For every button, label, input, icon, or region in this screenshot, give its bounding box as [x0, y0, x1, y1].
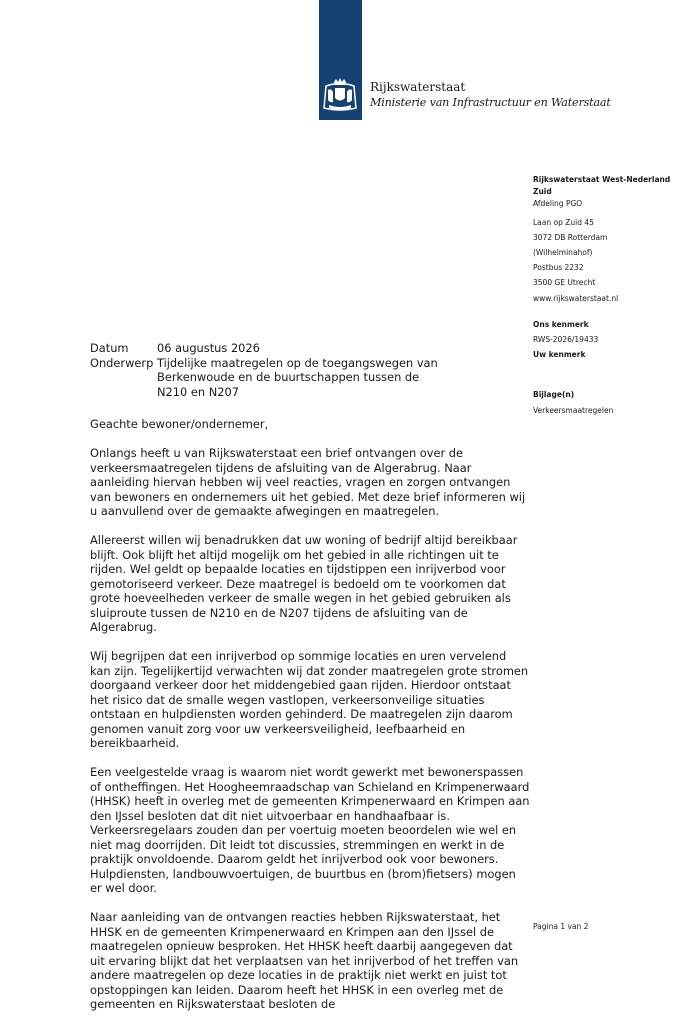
ministry-name: Ministerie van Infrastructuur en Waterstaat — [370, 96, 611, 109]
address-line: 3072 DB Rotterdam — [533, 232, 608, 242]
address-line: Laan op Zuid 45 — [533, 217, 594, 227]
organisation-block — [370, 80, 611, 110]
address-line: 3500 GE Utrecht — [533, 278, 596, 288]
ons-kenmerk: RWS-2026/19433 — [533, 335, 599, 345]
uw-kenmerk-label: Uw kenmerk — [533, 350, 586, 360]
datum-label: Datum — [90, 341, 129, 355]
onderwerp-label: Onderwerp — [90, 355, 154, 370]
page-number: Pagina 1 van 2 — [533, 922, 589, 931]
org-name: Rijkswaterstaat — [370, 80, 466, 94]
bijlagen-label: Bijlage(n) — [533, 390, 575, 400]
afdeling: Afdeling PGO — [533, 199, 583, 209]
paragraph: Wij begrijpen dat een inrijverbod op sommige locaties en uren vervelend kan zijn. Tegelijkertijd verwachten wij dat zonder maatregelen grote stromen doorgaand verkeer door het middengebied gaan rijden. Hierdoor ontstaat het risico dat de smalle wegen vastlopen, verkeersonveilige situaties ontstaan en hulpdiensten worden gehinderd. De maatregelen zijn daarom genomen vanuit zorg voor uw verkeersveiligheid, leefbaarheid en bereikbaarheid. — [90, 649, 529, 750]
dept-title: Rijkswaterstaat West-Nederland Zuid — [533, 175, 671, 197]
paragraph: Allereerst willen wij benadrukken dat uw woning of bedrijf altijd bereikbaar blijft. Ook blijft het altijd mogelijk om het gebied in alle richtingen uit te rijden. Wel geldt op bepaalde locaties en tijdstippen een inrijverbod voor gemotoriseerd verkeer. Deze maatregel is bedoeld om te voorkomen dat grote hoeveelheden verkeer de smalle wegen in het gebied gebruiken als sluiproute tussen de N210 en de N207 tijdens de afsluiting van de Algerabrug. — [90, 533, 518, 634]
paragraph: Naar aanleiding van de ontvangen reacties hebben Rijkswaterstaat, het HHSK en de gemeenten Krimpenerwaard en Krimpen aan den IJssel de maatregelen opnieuw besproken. Het HHSK heeft daarbij aangegeven dat uit ervaring blijkt dat het verplaatsen van het inrijverbod of het treffen van andere maatregelen op deze locaties in de praktijk niet werkt en juist tot opstoppingen kan leiden. Daarom heeft het HHSK in een overleg met de gemeenten en Rijkswaterstaat besloten de — [90, 910, 519, 1011]
datum: 06 augustus 2026 — [157, 341, 260, 355]
website-link[interactable]: www.rijkswaterstaat.nl — [533, 293, 619, 303]
letter-meta — [90, 341, 457, 399]
onderwerp: Tijdelijke maatregelen op de toegangswegen van Berkenwoude en de buurtschappen tussen de N210 en N207 — [157, 355, 438, 399]
coat-of-arms-icon — [320, 76, 360, 116]
bijlagen: Verkeersmaatregelen — [533, 405, 614, 415]
ons-kenmerk-label: Ons kenmerk — [533, 319, 589, 329]
salutation: Geachte bewoner/ondernemer, — [90, 417, 269, 431]
address-line: Postbus 2232 — [533, 263, 584, 273]
sidebar — [533, 174, 673, 417]
paragraph: Een veelgestelde vraag is waarom niet wordt gewerkt met bewonerspassen of ontheffingen. Het Hoogheemraadschap van Schieland en Krimpenerwaard (HHSK) heeft in overleg met de gemeenten Krimpenerwaard en Krimpen aan den IJssel besloten dat dit niet uitvoerbaar en handhaafbaar is. Verkeersregelaars zouden dan per voertuig moeten beoordelen wie wel en niet mag doorrijden. Dit leidt tot discussies, stremmingen en werkt in de praktijk onvoldoende. Daarom geldt het inrijverbod ook voor bewoners. Hulpdiensten, landbouwvoertuigen, de buurtbus en (brom)fietsers) mogen er wel door. — [90, 765, 530, 895]
address-line: (Wilhelminahof) — [533, 248, 593, 258]
paragraph: Onlangs heeft u van Rijkswaterstaat een brief ontvangen over de verkeersmaatregelen tijdens de afsluiting van de Algerabrug. Naar aanleiding hiervan hebben wij veel reacties, vragen en zorgen ontvangen van bewoners en ondernemers uit het gebied. Met deze brief informeren wij u aanvullend over de gemaakte afwegingen en maatregelen. — [90, 446, 526, 518]
letter-body — [90, 446, 530, 1026]
